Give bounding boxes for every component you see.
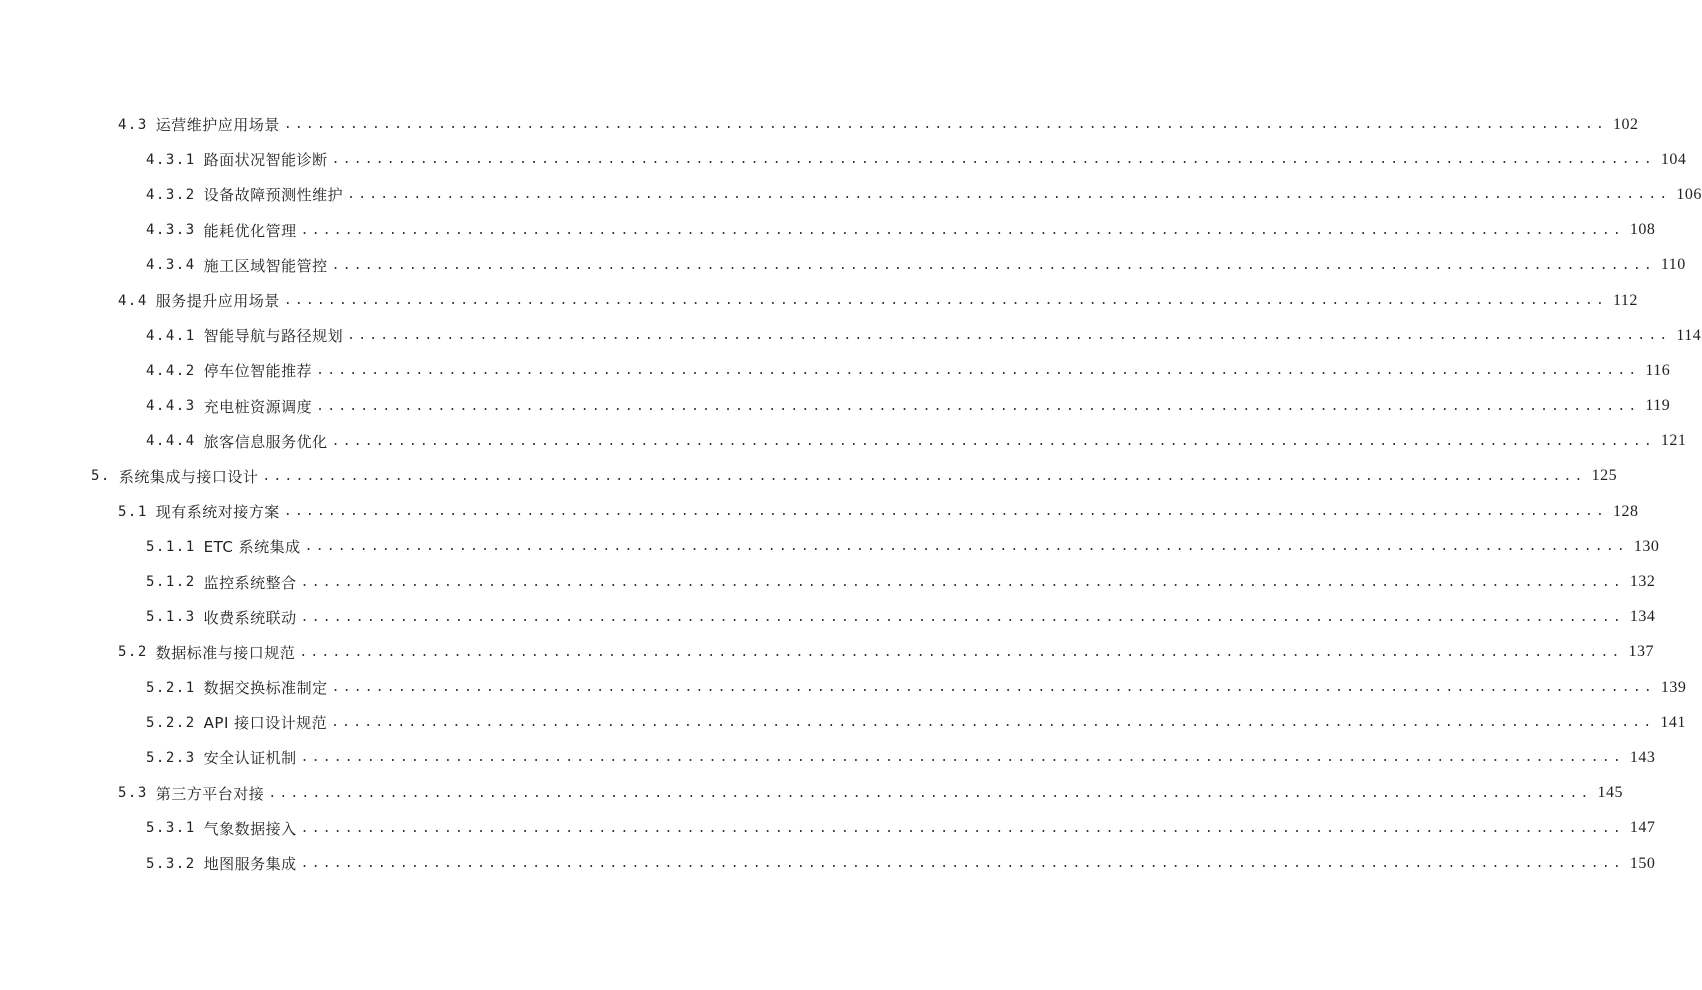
toc-entry[interactable] — [0, 494, 1639, 529]
toc-dot-leader: ........................................................................................................................ — [316, 398, 1640, 414]
toc-entry-title: 智能导航与路径规划 — [203, 327, 344, 346]
toc-dot-leader: ........................................................................................................................ — [331, 680, 1655, 696]
toc-entry-number: 5.2 — [118, 644, 148, 661]
toc-entry[interactable] — [0, 705, 1686, 740]
toc-entry[interactable] — [0, 529, 1660, 564]
toc-entry-page-number: 132 — [1629, 573, 1656, 591]
toc-dot-leader: ........................................................................................................................ — [283, 293, 1608, 309]
toc-entry-title: 路面状况智能诊断 — [203, 151, 328, 170]
toc-entry-page-number: 121 — [1660, 432, 1687, 450]
toc-entry-title: 第三方平台对接 — [155, 784, 265, 803]
toc-entry-number: 4.3 — [118, 116, 148, 133]
toc-entry-page-number: 143 — [1629, 748, 1656, 766]
toc-entry[interactable] — [0, 142, 1687, 177]
toc-entry-number: 4.3.4 — [146, 257, 196, 274]
toc-entry-number: 4.3.2 — [146, 186, 196, 203]
toc-entry-number: 5.1.3 — [146, 609, 196, 626]
toc-entry[interactable] — [0, 846, 1656, 881]
toc-dot-leader: ........................................................................................................................ — [300, 609, 1624, 625]
toc-entry-page-number: 106 — [1676, 185, 1702, 203]
toc-dot-leader: ........................................................................................................................ — [300, 856, 1624, 872]
toc-dot-leader: ........................................................................................................................ — [268, 785, 1592, 801]
toc-entry-title: 停车位智能推荐 — [203, 362, 313, 381]
toc-entry-page-number: 137 — [1628, 643, 1655, 661]
toc-entry-number: 5.1.1 — [146, 538, 196, 555]
toc-dot-leader: ........................................................................................................................ — [300, 820, 1624, 836]
toc-entry-number: 5.2.3 — [146, 749, 196, 766]
toc-entry[interactable] — [0, 318, 1702, 353]
toc-entry[interactable] — [0, 107, 1639, 142]
toc-entry-title: 运营维护应用场景 — [155, 116, 280, 135]
toc-entry-page-number: 139 — [1660, 678, 1687, 696]
toc-dot-leader: ........................................................................................................................ — [347, 328, 1671, 344]
toc-entry[interactable] — [0, 213, 1656, 248]
toc-entry-number: 4.4.4 — [146, 433, 196, 450]
toc-entry[interactable] — [0, 600, 1656, 635]
toc-entry-number: 5.3.1 — [146, 820, 196, 837]
toc-entry[interactable] — [0, 459, 1618, 494]
toc-entry-title: API 接口设计规范 — [203, 714, 328, 733]
toc-entry-title: 监控系统整合 — [203, 573, 297, 592]
toc-dot-leader: ........................................................................................................................ — [331, 257, 1655, 273]
toc-entry-title: 施工区域智能管控 — [203, 256, 328, 275]
toc-entry-title: 设备故障预测性维护 — [203, 186, 344, 205]
toc-entry-page-number: 110 — [1660, 256, 1686, 274]
toc-entry[interactable] — [0, 424, 1687, 459]
toc-entry[interactable] — [0, 740, 1656, 775]
toc-entry-title: 充电桩资源调度 — [203, 397, 313, 416]
toc-entry[interactable] — [0, 811, 1656, 846]
toc-dot-leader: ........................................................................................................................ — [283, 117, 1608, 133]
toc-entry-title: ETC 系统集成 — [203, 538, 301, 557]
toc-entry-number: 5.3.2 — [146, 855, 196, 872]
toc-entry-title: 系统集成与接口设计 — [118, 467, 259, 486]
toc-entry[interactable] — [0, 670, 1687, 705]
toc-entry-number: 4.3.3 — [146, 222, 196, 239]
toc-entry-page-number: 125 — [1591, 467, 1618, 485]
toc-entry-page-number: 119 — [1645, 397, 1671, 415]
toc-entry-number: 5.1.2 — [146, 574, 196, 591]
toc-entry-title: 气象数据接入 — [203, 819, 297, 838]
toc-entry-number: 5.1 — [118, 503, 148, 520]
toc-entry-title: 数据交换标准制定 — [203, 679, 328, 698]
toc-dot-leader: ........................................................................................................................ — [300, 750, 1624, 766]
toc-dot-leader: ........................................................................................................................ — [304, 539, 1628, 555]
toc-entry-page-number: 145 — [1597, 784, 1624, 802]
toc-entry-number: 5.3 — [118, 785, 148, 802]
table-of-contents — [0, 107, 1702, 881]
toc-entry-page-number: 108 — [1629, 221, 1656, 239]
toc-entry-title: 数据标准与接口规范 — [155, 643, 296, 662]
toc-dot-leader: ........................................................................................................................ — [331, 433, 1655, 449]
toc-entry-page-number: 102 — [1613, 115, 1639, 133]
toc-entry-page-number: 116 — [1645, 361, 1671, 379]
toc-dot-leader: ........................................................................................................................ — [283, 504, 1608, 520]
toc-dot-leader: ........................................................................................................................ — [299, 644, 1623, 660]
toc-dot-leader: ........................................................................................................................ — [331, 715, 1655, 731]
toc-entry[interactable] — [0, 389, 1671, 424]
toc-dot-leader: ........................................................................................................................ — [347, 187, 1671, 203]
toc-entry-number: 4.4.3 — [146, 398, 196, 415]
toc-entry-page-number: 104 — [1660, 150, 1687, 168]
toc-dot-leader: ........................................................................................................................ — [331, 152, 1655, 168]
toc-entry-page-number: 128 — [1613, 502, 1639, 520]
toc-entry-title: 安全认证机制 — [203, 749, 297, 768]
toc-entry-number: 4.4 — [118, 292, 148, 309]
toc-entry-page-number: 130 — [1633, 537, 1660, 555]
toc-entry-number: 4.4.2 — [146, 362, 196, 379]
toc-entry-title: 旅客信息服务优化 — [203, 432, 328, 451]
toc-entry-page-number: 141 — [1660, 713, 1686, 731]
toc-entry[interactable] — [0, 564, 1656, 599]
toc-entry[interactable] — [0, 635, 1655, 670]
toc-entry-number: 4.4.1 — [146, 327, 196, 344]
toc-entry-number: 5. — [91, 468, 111, 485]
toc-entry-page-number: 112 — [1613, 291, 1638, 309]
toc-dot-leader: ........................................................................................................................ — [316, 363, 1640, 379]
toc-entry-page-number: 114 — [1676, 326, 1702, 344]
toc-entry-title: 收费系统联动 — [203, 608, 297, 627]
toc-entry[interactable] — [0, 283, 1638, 318]
toc-entry-page-number: 134 — [1629, 608, 1656, 626]
toc-entry[interactable] — [0, 248, 1686, 283]
toc-entry[interactable] — [0, 353, 1671, 388]
toc-entry-number: 5.2.1 — [146, 679, 196, 696]
toc-entry-number: 4.3.1 — [146, 151, 196, 168]
toc-entry-title: 服务提升应用场景 — [155, 292, 280, 311]
toc-entry-number: 5.2.2 — [146, 714, 196, 731]
toc-entry-title: 能耗优化管理 — [203, 221, 297, 240]
toc-dot-leader: ........................................................................................................................ — [262, 468, 1586, 484]
toc-dot-leader: ........................................................................................................................ — [300, 222, 1624, 238]
toc-entry[interactable] — [0, 177, 1702, 212]
toc-entry-page-number: 150 — [1629, 854, 1656, 872]
toc-entry-title: 现有系统对接方案 — [155, 503, 280, 522]
toc-entry-page-number: 147 — [1629, 819, 1656, 837]
toc-dot-leader: ........................................................................................................................ — [300, 574, 1624, 590]
toc-entry[interactable] — [0, 776, 1624, 811]
toc-entry-title: 地图服务集成 — [203, 855, 297, 874]
